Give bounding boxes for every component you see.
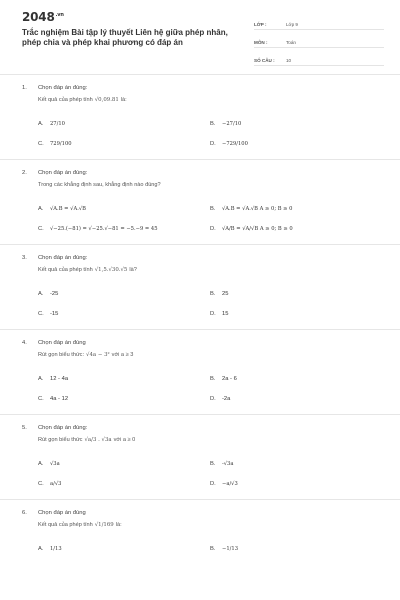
option-row [38, 396, 400, 402]
option-letter: A. [38, 376, 44, 382]
meta-label: LỚP : [254, 22, 267, 27]
meta-row-class [254, 14, 384, 30]
prompt-tail: là: [120, 97, 127, 103]
question-header [22, 340, 400, 346]
question-list [0, 75, 400, 552]
answer-option[interactable] [38, 481, 210, 487]
option-letter: B. [210, 291, 216, 297]
meta-label: SỐ CÂU : [254, 58, 275, 63]
prompt-tail: là? [129, 267, 137, 273]
option-letter: B. [210, 461, 216, 467]
prompt-tail: với a ≥ 3 [111, 352, 134, 358]
prompt-text: Kết quả của phép tính [38, 267, 93, 273]
answer-option[interactable] [210, 121, 382, 127]
page-title: Trắc nghiệm Bài tập lý thuyết Liên hệ giữa phép nhân, phép chia và phép khai phương có đáp án [22, 28, 228, 47]
option-value: -2a [222, 396, 231, 402]
option-row [38, 206, 400, 212]
prompt-text: Kết quả của phép tính [38, 522, 93, 528]
options [38, 461, 400, 487]
option-value: 12 - 4a [50, 376, 69, 382]
option-letter: D. [210, 396, 216, 402]
answer-option[interactable] [38, 311, 210, 317]
option-value: √A/B = √A/√B A ≥ 0; B ≥ 0 [222, 226, 293, 232]
question-number: 6. [22, 510, 27, 516]
answer-option[interactable] [38, 376, 210, 382]
question-header [22, 85, 400, 91]
answer-option[interactable] [38, 206, 210, 212]
answer-option[interactable] [38, 121, 210, 127]
question-header [22, 170, 400, 176]
answer-option[interactable] [38, 291, 210, 297]
meta-panel [254, 14, 384, 68]
prompt-math: √1,5.√30.√5 [94, 267, 128, 273]
question-2 [0, 160, 400, 232]
prompt-math: √4a − 3² [86, 352, 110, 358]
option-letter: A. [38, 546, 44, 552]
question-instruction: Chọn đáp án đúng: [38, 255, 88, 261]
question-instruction: Chọn đáp án đúng: [38, 85, 88, 91]
question-instruction: Chọn đáp án đúng [38, 510, 86, 516]
option-row [38, 546, 400, 552]
question-number: 2. [22, 170, 27, 176]
answer-option[interactable] [38, 226, 210, 232]
answer-option[interactable] [210, 141, 382, 147]
meta-value: 10 [286, 58, 292, 63]
answer-option[interactable] [210, 376, 382, 382]
meta-value: Toán [286, 40, 296, 45]
question-4 [0, 330, 400, 402]
option-value: -25 [50, 291, 59, 297]
meta-row-subject [254, 32, 384, 48]
option-value: 2a - 6 [222, 376, 237, 382]
option-letter: A. [38, 121, 44, 127]
question-3 [0, 245, 400, 317]
option-value: −729/100 [222, 141, 248, 147]
answer-option[interactable] [210, 291, 382, 297]
option-letter: D. [210, 311, 216, 317]
option-value: 4a - 12 [50, 396, 69, 402]
option-letter: B. [210, 121, 216, 127]
option-letter: B. [210, 546, 216, 552]
site-logo[interactable]: $2048^{.vn}$ [22, 10, 64, 24]
option-value: -15 [50, 311, 59, 317]
option-value: 27/10 [50, 121, 65, 127]
prompt-text: Rút gọn biểu thức [38, 437, 83, 443]
question-1 [0, 75, 400, 147]
prompt-tail: với a ≥ 0 [113, 437, 136, 443]
options [38, 121, 400, 147]
meta-label: MÔN : [254, 40, 268, 45]
option-value: √−25.(−81) = √−25.√−81 = −5.−9 = 45 [50, 226, 158, 232]
option-letter: D. [210, 141, 216, 147]
option-letter: A. [38, 291, 44, 297]
option-value: −1/13 [222, 546, 238, 552]
question-prompt [38, 97, 400, 103]
prompt-text: Rút gọn biểu thức: [38, 352, 85, 358]
question-header [22, 425, 400, 431]
option-value: 25 [222, 291, 229, 297]
options [38, 291, 400, 317]
answer-option[interactable] [210, 396, 382, 402]
prompt-text: Trong các khẳng định sau, khẳng định nào đúng? [38, 182, 161, 188]
option-value: −27/10 [222, 121, 242, 127]
option-value: 1/13 [50, 546, 62, 552]
answer-option[interactable] [38, 461, 210, 467]
option-letter: D. [210, 481, 216, 487]
option-row [38, 376, 400, 382]
option-letter: C. [38, 311, 44, 317]
options [38, 376, 400, 402]
question-header [22, 510, 400, 516]
question-5 [0, 415, 400, 487]
option-letter: A. [38, 206, 44, 212]
question-instruction: Chọn đáp án đúng: [38, 170, 88, 176]
question-number: 5. [22, 425, 27, 431]
answer-option[interactable] [210, 461, 382, 467]
option-value: 15 [222, 311, 229, 317]
option-value: −a/√3 [222, 481, 238, 487]
answer-option[interactable] [38, 396, 210, 402]
prompt-math: √0,09.81 [94, 97, 119, 103]
page-header [0, 0, 400, 70]
option-value: √3a [50, 461, 60, 467]
question-prompt [38, 522, 400, 528]
answer-option[interactable] [210, 546, 382, 552]
question-prompt [38, 352, 400, 358]
answer-option[interactable] [210, 481, 382, 487]
question-number: 3. [22, 255, 27, 261]
option-letter: C. [38, 141, 44, 147]
option-value: 729/100 [50, 141, 72, 147]
question-prompt [38, 437, 400, 443]
option-letter: B. [210, 206, 216, 212]
answer-option[interactable] [210, 206, 382, 212]
options [38, 206, 400, 232]
option-value: -√3a [222, 461, 234, 467]
option-row [38, 461, 400, 467]
option-letter: A. [38, 461, 44, 467]
option-letter: C. [38, 226, 44, 232]
answer-option[interactable] [210, 311, 382, 317]
option-row [38, 481, 400, 487]
option-letter: C. [38, 481, 44, 487]
option-letter: D. [210, 226, 216, 232]
prompt-tail: là: [115, 522, 122, 528]
option-value: a/√3 [50, 481, 62, 487]
question-number: 4. [22, 340, 27, 346]
question-prompt [38, 267, 400, 273]
prompt-text: Kết quả của phép tính [38, 97, 93, 103]
option-row [38, 291, 400, 297]
prompt-math: √a/3 . √3a [84, 437, 112, 443]
question-6 [0, 500, 400, 552]
answer-option[interactable] [38, 141, 210, 147]
question-prompt [38, 182, 400, 188]
option-letter: C. [38, 396, 44, 402]
question-instruction: Chọn đáp án đúng [38, 340, 86, 346]
options [38, 546, 400, 552]
option-value: √A.B = √A.√B [50, 206, 86, 212]
option-row [38, 121, 400, 127]
meta-row-count [254, 50, 384, 66]
option-row [38, 226, 400, 232]
prompt-math: √1/169 [94, 522, 114, 528]
option-value: √A.B = √A.√B A ≥ 0; B ≥ 0 [222, 206, 293, 212]
answer-option[interactable] [38, 546, 210, 552]
option-letter: B. [210, 376, 216, 382]
question-instruction: Chọn đáp án đúng: [38, 425, 88, 431]
option-row [38, 141, 400, 147]
answer-option[interactable] [210, 226, 382, 232]
option-row [38, 311, 400, 317]
question-header [22, 255, 400, 261]
meta-value: Lớp 9 [286, 22, 298, 27]
question-number: 1. [22, 85, 27, 91]
